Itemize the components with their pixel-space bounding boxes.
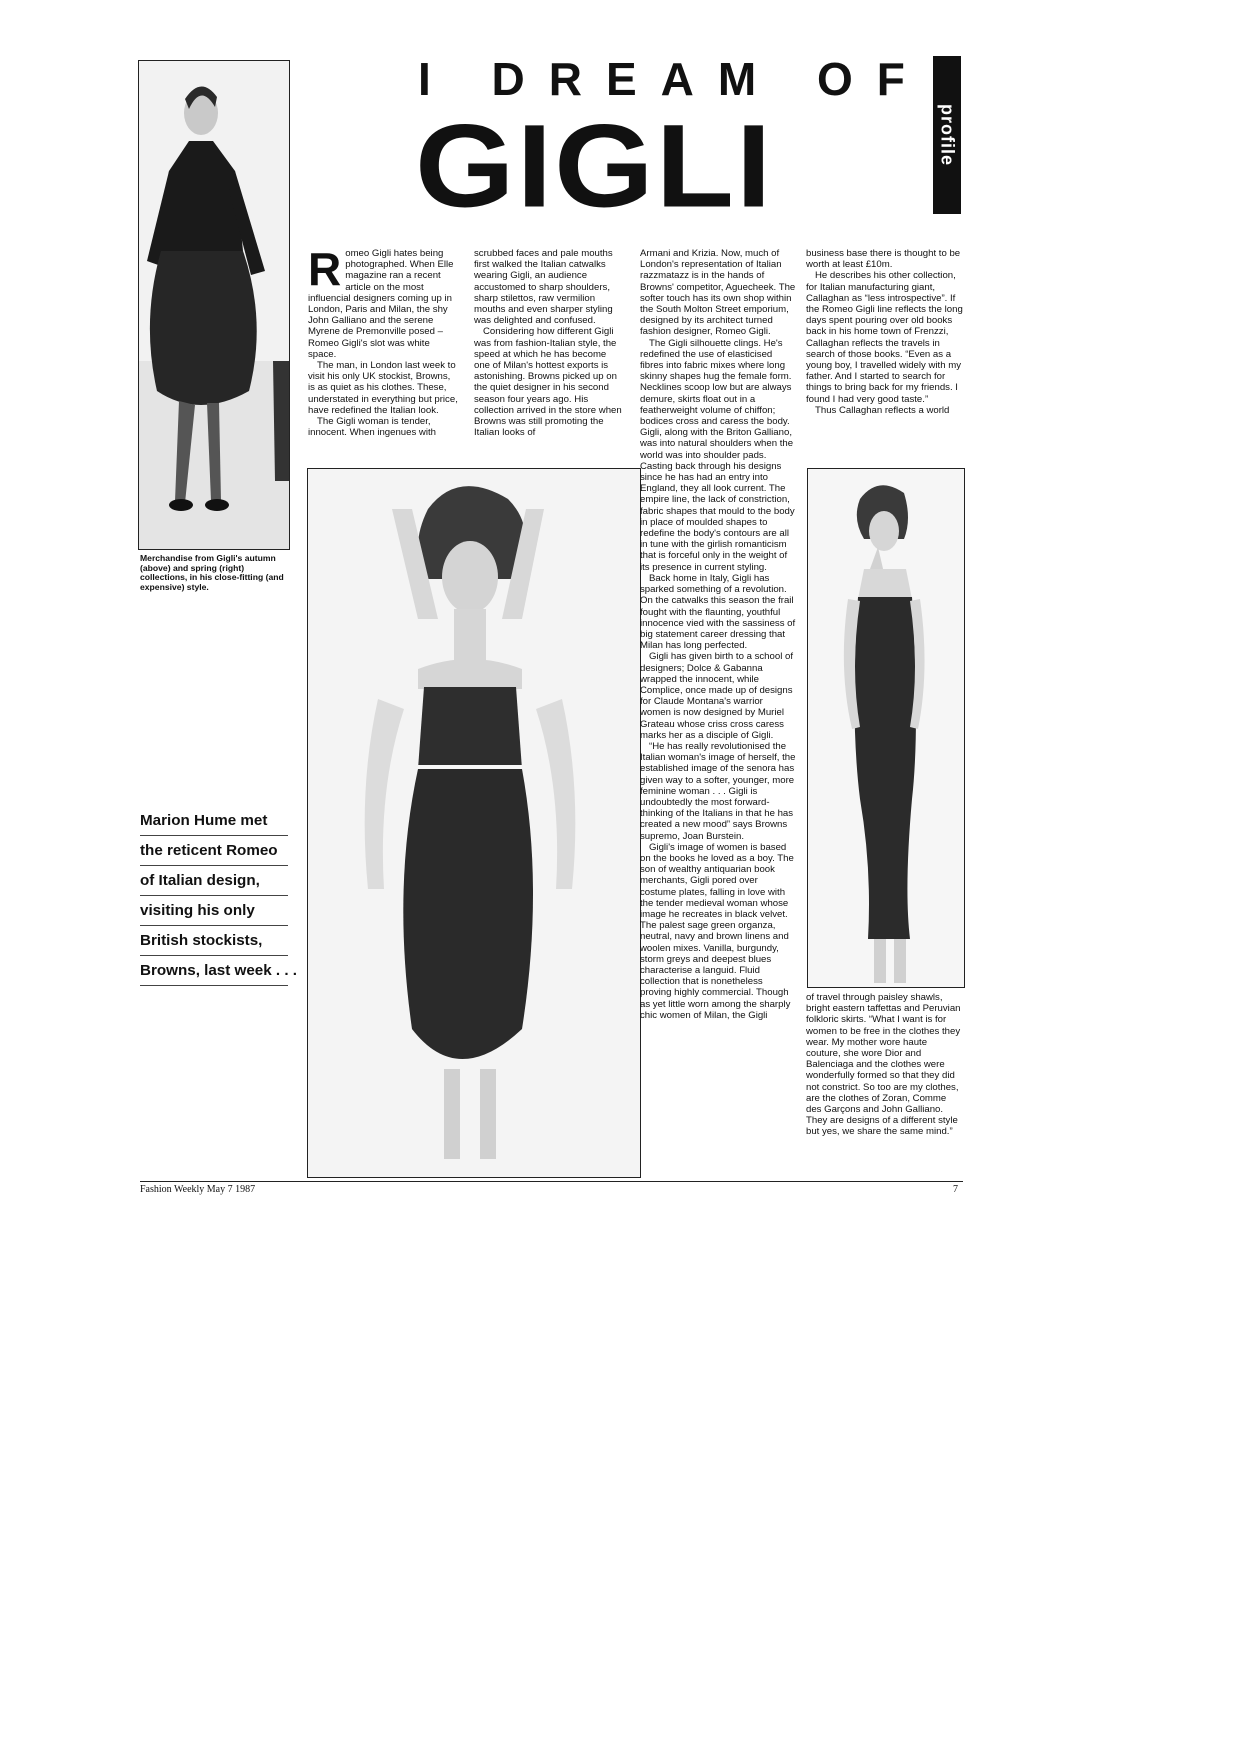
footer-publication: Fashion Weekly May 7 1987 [140,1184,256,1195]
standfirst-line: British stockists, [140,926,288,956]
body-paragraph: Thus Callaghan reflects a world [815,404,950,416]
section-tab [933,56,961,214]
photo-spring-collection-main [307,468,641,1178]
body-paragraph: Armani and Krizia. Now, much of London's representation of Italian razzmatazz is in the hands of Browns' competitor, Aguecheek. The softer touch has its own shop within the South Molton Street emporium, designed by its architect turned fashion designer, Romeo Gigli. [640,248,796,338]
body-paragraph: Gigli has given birth to a school of designers; Dolce & Gabanna wrapped the innocent, while Complice, once made up of designs for Claude Montana's warrior women is now designed by Muriel Grateau whose criss cross caress marks her as a disciple of Gigli. [640,651,793,741]
body-paragraph: The Gigli silhouette clings. He's redefined the use of elasticised fibres into fabric mixes where long skinny shapes hug the female form. Necklines scoop low but are always demure, skirts float out in a featherweight volume of chiffon; bodices cross and caress the body. Gigli, along with the Briton Galliano, was into natural shoulders when the world was into shoulder pads. Casting back through his designs since he has had an entry into England, they all look current. The empire line, the lack of constriction, fabric shapes that mould to the body in place of moulded shapes to redefine the body's contours are all in tune with the girlish romanticism that is forceful only in the weight of its presence in current styling. [640,337,795,573]
body-paragraph: Gigli's image of women is based on the books he loved as a boy. The son of wealthy antiquarian book merchants, Gigli pored over costume plates, falling in love with the tender medieval woman whose image he recreates in black velvet. The palest sage green organza, neutral, navy and brown linens and woolen mixes. Vanilla, burgundy, storm greys and deepest blues characterise a languid. Fluid collection that is nonetheless proving highly commercial. Though as yet little worn among the sharply chic women of Milan, the Gigli [640,841,794,1021]
body-paragraph: business base there is thought to be worth at least £10m. [806,248,961,271]
standfirst [140,806,297,986]
standfirst-line: Browns, last week . . . [140,956,288,986]
drop-cap: R [308,243,342,295]
body-paragraph: omeo Gigli hates being photographed. When Elle magazine ran a recent article on the most influencial designers coming up in London, Paris and Milan, the shy John Galliano and the serene Myrene de Premonville posed – Romeo Gigli's slot was white space. [308,248,454,360]
standfirst-line: Marion Hume met [140,806,288,836]
photo-spring-collection-right [807,468,965,988]
headline-name: GIGLI [415,100,774,233]
body-column-1 [308,243,458,439]
body-column-4-continued [806,992,964,1138]
body-paragraph: Considering how different Gigli was from fashion-Italian style, the speed at which he has become one of Milan's hottest exports is astonishing. Browns picked up on the quiet designer in his second season four years ago. His collection arrived in the store when Browns was still promoting the Italian looks of [474,326,622,439]
body-paragraph: of travel through paisley shawls, bright eastern taffettas and Peruvian folkloric skirts. “What I want is for women to be free in the clothes they wear. My mother wore haute couture, she wore Dior and Balenciaga and the clothes were wonderfully formed so that they did not constrict. So too are my clothes, are the clothes of Zoran, Comme des Garçons and John Galliano. They are designs of a different style but yes, we share the same mind.” [806,992,961,1138]
photo-caption: Merchandise from Gigli's autumn (above) and spring (right) collections, in his close-fitting (and expensive) style. [140,553,284,592]
body-column-4 [806,248,964,416]
body-column-2 [474,248,622,438]
body-paragraph: scrubbed faces and pale mouths first walked the Italian catwalks wearing Gigli, an audience accustomed to sharp shoulders, sharp stilettos, raw vermilion mouths and even sharper styling was delighted and confused. [474,248,613,327]
standfirst-line: visiting his only [140,896,288,926]
photo-autumn-collection [138,60,290,550]
standfirst-line: of Italian design, [140,866,288,896]
standfirst-line: the reticent Romeo [140,836,288,866]
body-paragraph: “He has really revolutionised the Italian woman's image of herself, the established image of the senora has given way to a softer, younger, more feminine woman . . . Gigli is undoubtedly the most forward-thinking of the Italians in that he has created a new mood” says Browns supremo, Joan Burstein. [640,740,796,842]
body-column-3 [640,248,796,1021]
body-paragraph: The man, in London last week to visit his only UK stockist, Browns, is as quiet as his clothes. These, understated in everything but price, have redefined the Italian look. [308,360,458,416]
body-paragraph: He describes his other collection, for Italian manufacturing giant, Callaghan as “less introspective”. If the Romeo Gigli line reflects the long days spent pouring over old books back in his home town of Frenzzi, Callaghan reflects the travels in search of those books. “Even as a young boy, I travelled widely with my father. And I started to search for things to bring back for my friends. I found I had very good taste.” [806,270,963,405]
footer-rule [140,1181,963,1182]
page-number: 7 [953,1184,958,1195]
section-tab-label: profile [937,103,958,167]
body-paragraph: Back home in Italy, Gigli has sparked something of a revolution. On the catwalks this season the frail fought with the flaunting, youthful innocence vied with the sassiness of big statement career dressing that Milan has long perfected. [640,572,796,652]
body-paragraph: The Gigli woman is tender, innocent. When ingenues with [308,416,436,439]
headline-kicker: I DREAM OF [418,53,929,105]
